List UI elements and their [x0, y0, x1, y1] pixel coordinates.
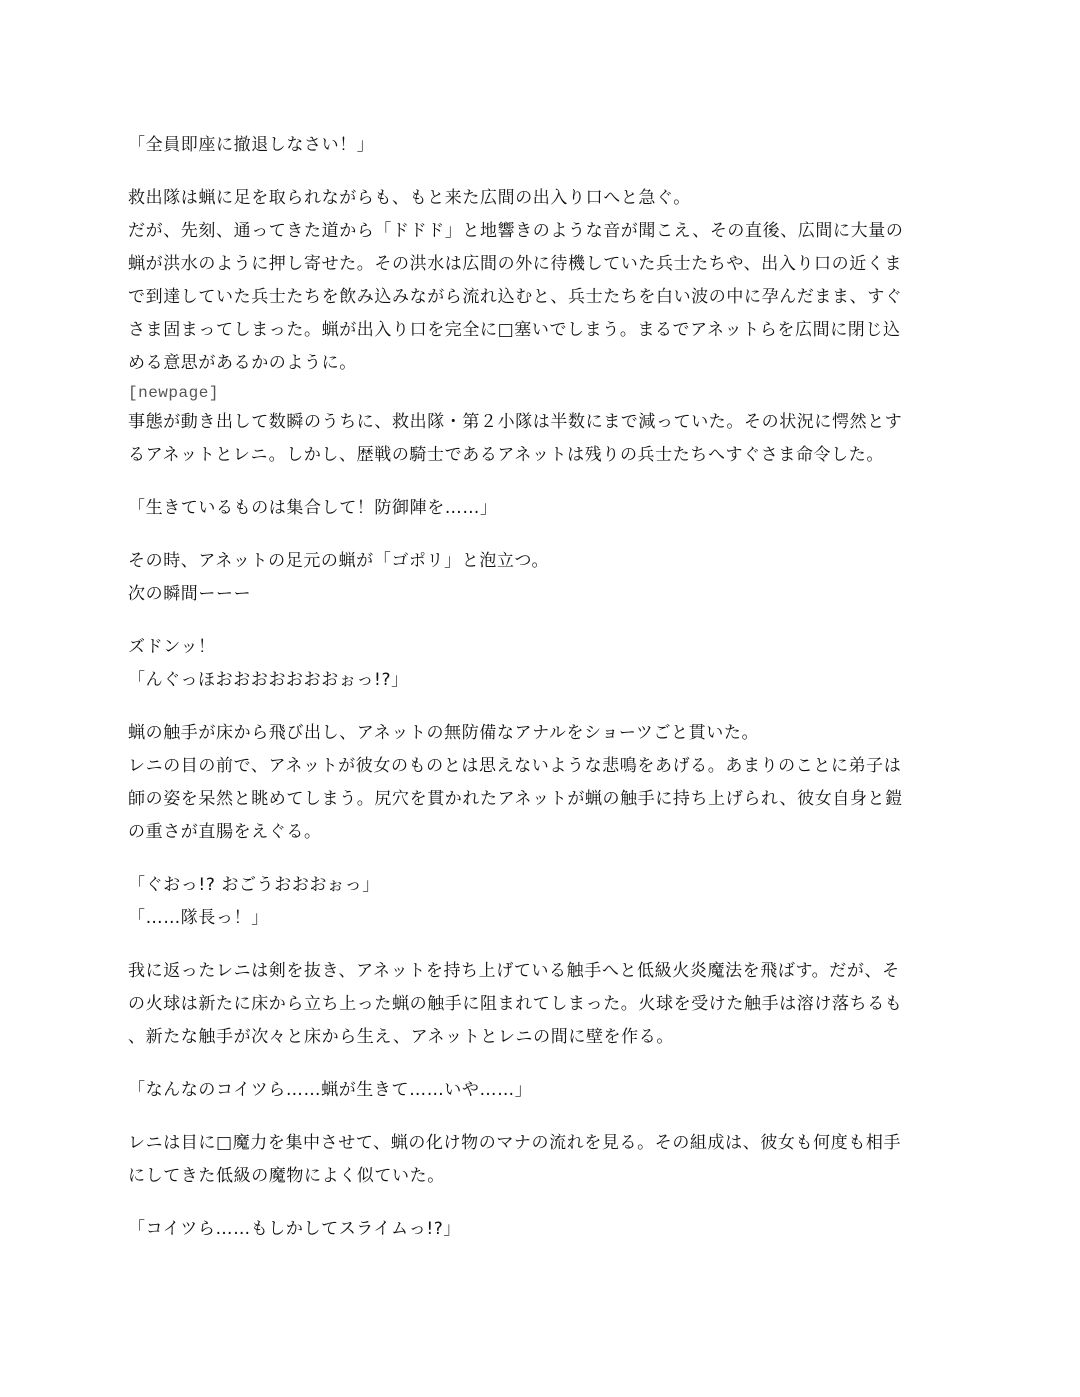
- text-line: の火球は新たに床から立ち上った蝋の触手に阻まれてしまった。火球を受けた触手は溶け落ちるも: [128, 994, 903, 1014]
- text-line: その時、アネットの足元の蝋が「ゴポリ」と泡立つ。: [128, 551, 550, 571]
- text-line: にしてきた低級の魔物によく似ていた。: [128, 1166, 445, 1186]
- text-line: の重さが直腸をえぐる。: [128, 822, 322, 842]
- paragraph-spacer: [128, 475, 958, 495]
- paragraph-spacer: [128, 938, 958, 958]
- text-line: 事態が動き出して数瞬のうちに、救出隊・第２小隊は半数にまで減っていた。その状況に愕然とす: [128, 412, 903, 432]
- text-line: 「全員即座に撤退しなさい！」: [128, 135, 375, 155]
- text-line: 、新たな触手が次々と床から生え、アネットとレニの間に壁を作る。: [128, 1027, 674, 1047]
- paragraph-spacer: [128, 700, 958, 720]
- text-line: 次の瞬間ーーー: [128, 584, 252, 604]
- paragraph-spacer: [128, 852, 958, 872]
- paragraph: [128, 548, 958, 614]
- paragraph: [128, 720, 958, 852]
- text-line: 「なんなのコイツら……蝋が生きて……いや……」: [128, 1080, 533, 1100]
- paragraph-spacer: [128, 1196, 958, 1216]
- paragraph: [128, 958, 958, 1057]
- paragraph: [128, 185, 958, 383]
- document-body: [128, 132, 958, 1249]
- text-line: 「ぐおっ!? おごうおおおぉっ」: [128, 875, 380, 895]
- paragraph: [128, 1130, 958, 1196]
- paragraph: [128, 634, 958, 700]
- text-line: [newpage]: [128, 384, 219, 402]
- text-line: める意思があるかのように。: [128, 353, 357, 373]
- paragraph: [128, 495, 958, 528]
- text-line: るアネットとレニ。しかし、歴戦の騎士であるアネットは残りの兵士たちへすぐさま命令した。: [128, 445, 884, 465]
- paragraph: [128, 872, 958, 938]
- paragraph-spacer: [128, 528, 958, 548]
- paragraph: [128, 1216, 958, 1249]
- text-line: 救出隊は蝋に足を取られながらも、もと来た広間の出入り口へと急ぐ。: [128, 188, 691, 208]
- text-line: 「生きているものは集合して！防御陣を……」: [128, 498, 498, 518]
- paragraph: [128, 1077, 958, 1110]
- paragraph-spacer: [128, 1110, 958, 1130]
- page-break-marker: [128, 383, 958, 409]
- text-line: ズドンッ！: [128, 637, 216, 657]
- paragraph-spacer: [128, 1057, 958, 1077]
- text-line: レニの目の前で、アネットが彼女のものとは思えないような悲鳴をあげる。あまりのことに弟子は: [128, 756, 902, 776]
- paragraph: [128, 409, 958, 475]
- text-line: さま固まってしまった。蝋が出入り口を完全に□塞いでしまう。まるでアネットらを広間に閉じ込: [128, 320, 901, 340]
- text-line: 蝋の触手が床から飛び出し、アネットの無防備なアナルをショーツごと貫いた。: [128, 723, 760, 743]
- text-line: 蝋が洪水のように押し寄せた。その洪水は広間の外に待機していた兵士たちや、出入り口の近くま: [128, 254, 903, 274]
- text-line: で到達していた兵士たちを飲み込みながら流れ込むと、兵士たちを白い波の中に孕んだまま、すぐ: [128, 287, 903, 307]
- text-line: 我に返ったレニは剣を抜き、アネットを持ち上げている触手へと低級火炎魔法を飛ばす。だが、そ: [128, 961, 900, 981]
- text-line: レニは目に□魔力を集中させて、蝋の化け物のマナの流れを見る。その組成は、彼女も何度も相手: [128, 1133, 902, 1153]
- text-line: 「……隊長っ！」: [128, 908, 269, 928]
- text-line: 「コイツら……もしかしてスライムっ!?」: [128, 1219, 461, 1239]
- paragraph: [128, 132, 958, 165]
- text-line: 「んぐっほおおおおおおおぉっ!?」: [128, 670, 409, 690]
- text-line: 師の姿を呆然と眺めてしまう。尻穴を貫かれたアネットが蝋の触手に持ち上げられ、彼女自身と鎧: [128, 789, 903, 809]
- paragraph-spacer: [128, 614, 958, 634]
- text-line: だが、先刻、通ってきた道から「ドドド」と地響きのような音が聞こえ、その直後、広間に大量の: [128, 221, 904, 241]
- paragraph-spacer: [128, 165, 958, 185]
